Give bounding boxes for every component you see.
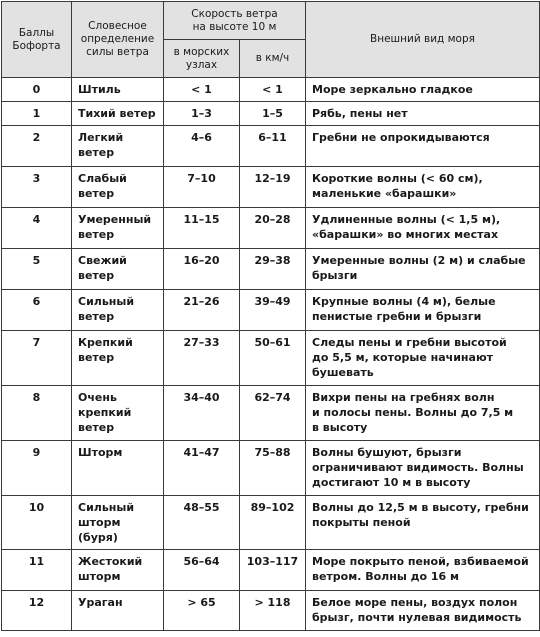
cell-wind-name: Шторм <box>72 441 164 496</box>
cell-speed-kmh: 12–19 <box>240 167 306 208</box>
cell-force: 6 <box>2 290 72 331</box>
table-row <box>2 249 540 290</box>
cell-force: 12 <box>2 591 72 631</box>
cell-speed-kmh: 89–102 <box>240 496 306 550</box>
header-knots: в морских узлах <box>164 40 240 78</box>
cell-speed-knots: 1–3 <box>164 102 240 126</box>
cell-speed-kmh: 29–38 <box>240 249 306 290</box>
table-row <box>2 591 540 631</box>
cell-sea-description: Крупные волны (4 м), белые пенистые гребни и брызги <box>306 290 540 331</box>
header-sea: Внешний вид моря <box>306 2 540 78</box>
cell-speed-kmh: 39–49 <box>240 290 306 331</box>
cell-speed-kmh: 103–117 <box>240 550 306 591</box>
cell-speed-knots: 21–26 <box>164 290 240 331</box>
cell-force: 9 <box>2 441 72 496</box>
cell-wind-name: Слабый ветер <box>72 167 164 208</box>
cell-speed-knots: 27–33 <box>164 331 240 386</box>
table-body <box>2 78 540 631</box>
cell-wind-name: Сильный ветер <box>72 290 164 331</box>
cell-sea-description: Вихри пены на гребнях волн и полосы пены. Волны до 7,5 м в высоту <box>306 386 540 441</box>
cell-force: 5 <box>2 249 72 290</box>
cell-force: 1 <box>2 102 72 126</box>
cell-speed-knots: < 1 <box>164 78 240 102</box>
cell-force: 10 <box>2 496 72 550</box>
cell-speed-knots: 16–20 <box>164 249 240 290</box>
cell-speed-kmh: 75–88 <box>240 441 306 496</box>
cell-speed-kmh: 20–28 <box>240 208 306 249</box>
cell-wind-name: Очень крепкий ветер <box>72 386 164 441</box>
cell-sea-description: Гребни не опрокидываются <box>306 126 540 167</box>
table-row <box>2 331 540 386</box>
cell-speed-kmh: 1–5 <box>240 102 306 126</box>
cell-wind-name: Умеренный ветер <box>72 208 164 249</box>
cell-sea-description: Следы пены и гребни высотой до 5,5 м, которые начинают бушевать <box>306 331 540 386</box>
cell-sea-description: Море покрыто пеной, взбиваемой ветром. Волны до 16 м <box>306 550 540 591</box>
cell-force: 11 <box>2 550 72 591</box>
cell-sea-description: Волны бушуют, брызги ограничивают видимость. Волны достигают 10 м в высоту <box>306 441 540 496</box>
cell-speed-knots: 48–55 <box>164 496 240 550</box>
cell-speed-knots: > 65 <box>164 591 240 631</box>
cell-force: 7 <box>2 331 72 386</box>
cell-force: 2 <box>2 126 72 167</box>
cell-speed-kmh: 50–61 <box>240 331 306 386</box>
table-header <box>2 2 540 78</box>
cell-wind-name: Свежий ветер <box>72 249 164 290</box>
table-row <box>2 550 540 591</box>
cell-speed-knots: 56–64 <box>164 550 240 591</box>
header-name: Словесное определение силы ветра <box>72 2 164 78</box>
table-row <box>2 208 540 249</box>
cell-speed-knots: 4–6 <box>164 126 240 167</box>
cell-speed-knots: 41–47 <box>164 441 240 496</box>
cell-speed-knots: 11–15 <box>164 208 240 249</box>
table-row <box>2 441 540 496</box>
cell-force: 8 <box>2 386 72 441</box>
table-row <box>2 290 540 331</box>
cell-speed-kmh: 62–74 <box>240 386 306 441</box>
cell-wind-name: Штиль <box>72 78 164 102</box>
cell-sea-description: Белое море пены, воздух полон брызг, почти нулевая видимость <box>306 591 540 631</box>
table-row <box>2 102 540 126</box>
cell-speed-kmh: < 1 <box>240 78 306 102</box>
table-row <box>2 496 540 550</box>
cell-speed-knots: 7–10 <box>164 167 240 208</box>
header-kmh: в км/ч <box>240 40 306 78</box>
cell-sea-description: Короткие волны (< 60 см), маленькие «барашки» <box>306 167 540 208</box>
header-speed: Скорость ветра на высоте 10 м <box>164 2 306 40</box>
cell-sea-description: Море зеркально гладкое <box>306 78 540 102</box>
cell-speed-kmh: > 118 <box>240 591 306 631</box>
table-row <box>2 167 540 208</box>
cell-force: 3 <box>2 167 72 208</box>
cell-force: 0 <box>2 78 72 102</box>
beaufort-table <box>1 1 540 631</box>
table-row <box>2 386 540 441</box>
cell-sea-description: Рябь, пены нет <box>306 102 540 126</box>
cell-wind-name: Сильный шторм (буря) <box>72 496 164 550</box>
table-row <box>2 126 540 167</box>
cell-wind-name: Тихий ветер <box>72 102 164 126</box>
cell-sea-description: Удлиненные волны (< 1,5 м), «барашки» во многих местах <box>306 208 540 249</box>
cell-speed-knots: 34–40 <box>164 386 240 441</box>
cell-speed-kmh: 6–11 <box>240 126 306 167</box>
cell-wind-name: Легкий ветер <box>72 126 164 167</box>
cell-wind-name: Крепкий ветер <box>72 331 164 386</box>
cell-sea-description: Умеренные волны (2 м) и слабые брызги <box>306 249 540 290</box>
header-force: Баллы Бофорта <box>2 2 72 78</box>
cell-sea-description: Волны до 12,5 м в высоту, гребни покрыты пеной <box>306 496 540 550</box>
cell-force: 4 <box>2 208 72 249</box>
cell-wind-name: Ураган <box>72 591 164 631</box>
cell-wind-name: Жестокий шторм <box>72 550 164 591</box>
table-row <box>2 78 540 102</box>
